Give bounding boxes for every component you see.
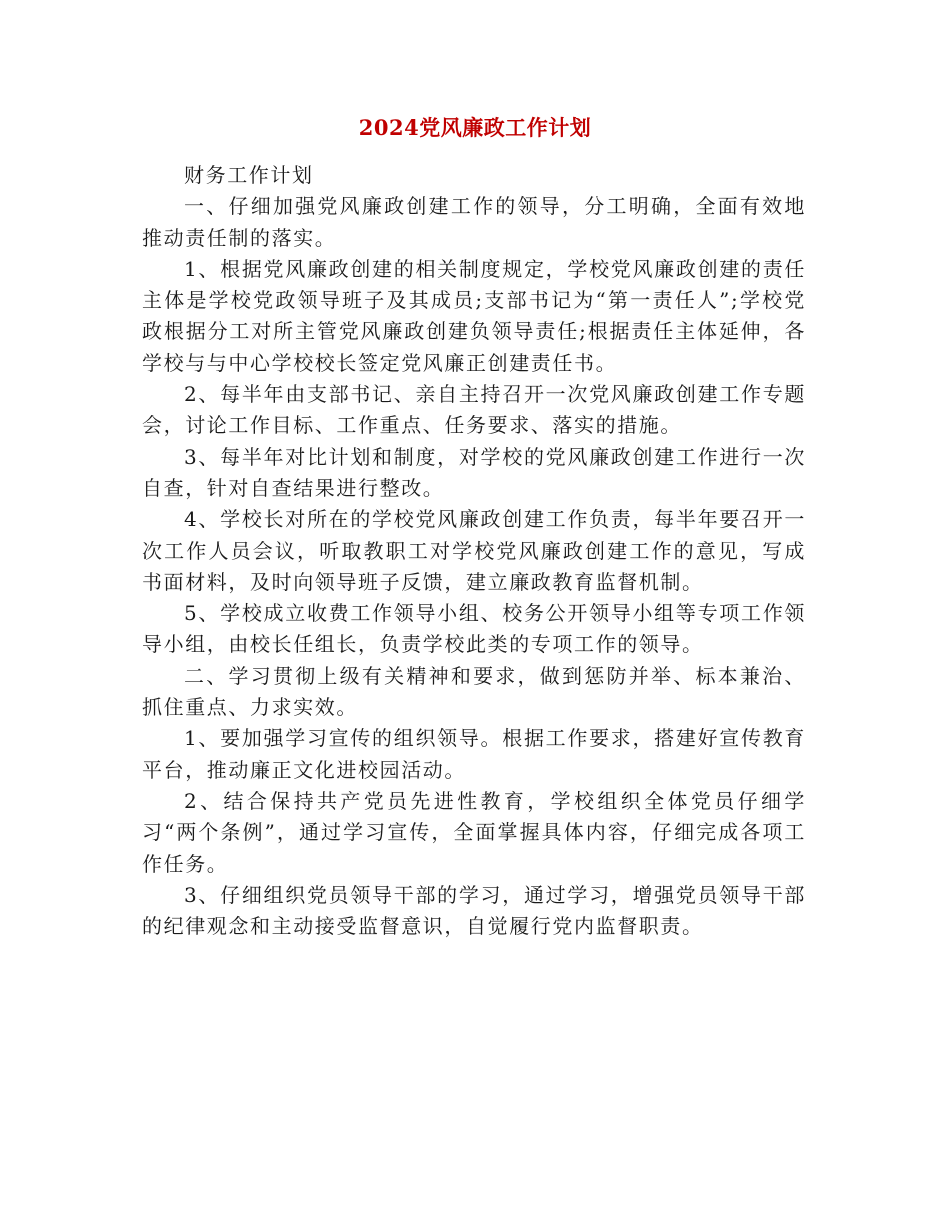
paragraph-heading-finance: 财务工作计划 (184, 163, 314, 187)
paragraph-section-2: 二、学习贯彻上级有关精神和要求，做到惩防并举、标本兼治、抓住重点、力求实效。 (142, 663, 806, 720)
paragraph-item-1-4: 4、学校长对所在的学校党风廉政创建工作负责，每半年要召开一次工作人员会议，听取教职工对学校党风廉政创建工作的意见，写成书面材料，及时向领导班子反馈，建立廉政教育监督机制。 (142, 507, 806, 594)
paragraph-item-2-2: 2、结合保持共产党员先进性教育，学校组织全体党员仔细学习“两个条例”，通过学习宣传，全面掌握具体内容，仔细完成各项工作任务。 (142, 788, 806, 876)
paragraph-item-2-1: 1、要加强学习宣传的组织领导。根据工作要求，搭建好宣传教育平台，推动廉正文化进校园活动。 (142, 726, 806, 782)
paragraph-item-1-5: 5、学校成立收费工作领导小组、校务公开领导小组等专项工作领导小组，由校长任组长，负责学校此类的专项工作的领导。 (142, 601, 806, 657)
document-title: 2024党风廉政工作计划 (358, 115, 592, 140)
paragraph-item-2-3: 3、仔细组织党员领导干部的学习，通过学习，增强党员领导干部的纪律观念和主动接受监督意识，自觉履行党内监督职责。 (142, 882, 806, 939)
paragraph-item-1-2: 2、每半年由支部书记、亲自主持召开一次党风廉政创建工作专题会，讨论工作目标、工作重点、任务要求、落实的措施。 (142, 382, 806, 438)
paragraph-item-1-1: 1、根据党风廉政创建的相关制度规定，学校党风廉政创建的责任主体是学校党政领导班子及其成员;支部书记为“第一责任人”;学校党政根据分工对所主管党风廉政创建负领导责任;根据责任主体延伸，各学校与与中心学校校长签定党风廉正创建责任书。 (142, 256, 807, 375)
paragraph-item-1-3: 3、每半年对比计划和制度，对学校的党风廉政创建工作进行一次自查，针对自查结果进行整改。 (142, 444, 806, 500)
document-body (142, 160, 806, 942)
paragraph-section-1: 一、仔细加强党风廉政创建工作的领导，分工明确，全面有效地推动责任制的落实。 (142, 194, 806, 250)
